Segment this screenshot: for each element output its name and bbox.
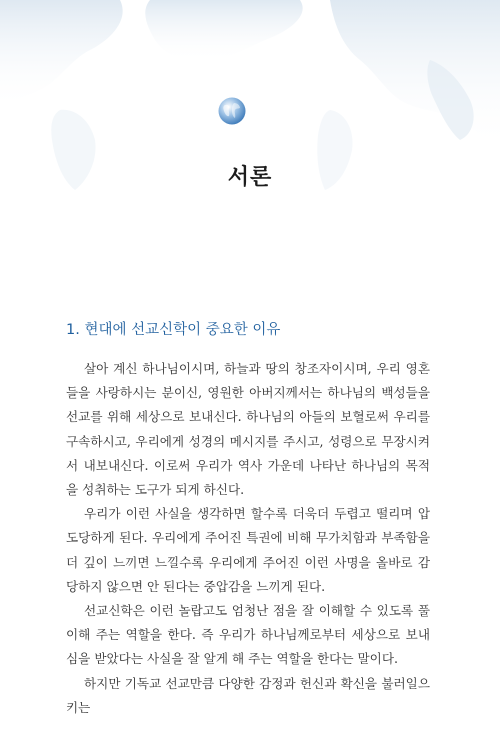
globe-icon bbox=[217, 96, 247, 126]
section-heading: 1. 현대에 선교신학이 중요한 이유 bbox=[66, 322, 281, 338]
body-text bbox=[66, 357, 430, 720]
chapter-title: 서론 bbox=[227, 165, 273, 190]
paragraph: 우리가 이런 사실을 생각하면 할수록 더욱더 두렵고 떨리며 압도당하게 된다. 우리에게 주어진 특권에 비해 무가치함과 부족함을 더 깊이 느끼면 느낄수록 우리에게 주어진 이런 사명을 올바로 감당하지 않으면 안 된다는 중압감을 느끼게 된다. bbox=[66, 506, 430, 594]
paragraph: 하지만 기독교 선교만큼 다양한 감정과 헌신과 확신을 불러일으키는 bbox=[66, 675, 430, 715]
world-map-background bbox=[0, 0, 500, 240]
paragraph: 살아 계신 하나님이시며, 하늘과 땅의 창조자이시며, 우리 영혼들을 사랑하시는 분이신, 영원한 아버지께서는 하나님의 백성들을 선교를 위해 세상으로 보내신다. 하나님의 아들의 보혈로써 우리를 구속하시고, 우리에게 성경의 메시지를 주시고, 성령으로 무장시켜서 내보내신다. 이로써 우리가 역사 가운데 나타난 하나님의 목적을 성취하는 도구가 되게 하신다. bbox=[66, 361, 430, 498]
paragraph: 선교신학은 이런 놀랍고도 엄청난 점을 잘 이해할 수 있도록 풀이해 주는 역할을 한다. 즉 우리가 하나님께로부터 세상으로 보내심을 받았다는 사실을 잘 알게 해 주는 역할을 한다는 말이다. bbox=[66, 603, 430, 667]
